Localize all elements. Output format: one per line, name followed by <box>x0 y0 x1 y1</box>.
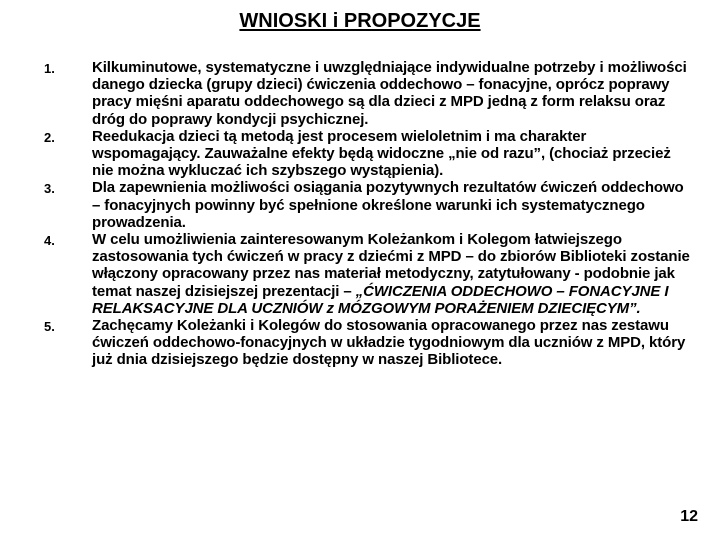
page-title: WNIOSKI i PROPOZYCJE <box>239 10 481 32</box>
list-item-number: 5. <box>44 319 55 335</box>
conclusions-list <box>44 59 694 369</box>
list-item <box>44 179 694 231</box>
list-item-number: 2. <box>44 129 55 145</box>
list-item <box>44 59 694 128</box>
list-item <box>44 128 694 180</box>
list-item-text: Dla zapewnienia możliwości osiągania pozytywnych rezultatów ćwiczeń oddechowo – fonacyjnych powinny być spełnione określone warunki ich systematycznego prowadzenia. <box>92 179 684 231</box>
list-item <box>44 317 694 369</box>
list-item-text <box>92 231 694 317</box>
material-title-italic: „ĆWICZENIA ODDECHOWO – FONACYJNE I RELAKSACYJNE DLA UCZNIÓW z MÓZGOWYM PORAŻENIEM DZIECIĘCYM”. <box>92 282 669 317</box>
list-item-text: Kilkuminutowe, systematyczne i uwzględniające indywidualne potrzeby i możliwości danego dziecka (grupy dzieci) ćwiczenia oddechowo – fonacyjne, oprócz poprawy pracy mięśni aparatu oddechowego są dla dzieci z MPD jedną z form relaksu oraz dróg do poprawy kondycji psychicznej. <box>92 59 687 128</box>
list-item-text: Reedukacja dzieci tą metodą jest procesem wieloletnim i ma charakter wspomagający. Zauważalne efekty będą widoczne „nie od razu”, (chociaż przecież nie można wykluczać ich szybszego wystąpienia). <box>92 127 671 180</box>
list-item <box>44 231 694 317</box>
list-item-number: 1. <box>44 61 55 76</box>
page-number: 12 <box>680 508 698 525</box>
list-item-number: 3. <box>44 181 55 197</box>
list-item-text-plain: W celu umożliwienia zainteresowanym Koleżankom i Kolegom łatwiejszego zastosowania tych ćwiczeń w pracy z dziećmi z MPD – do zbiorów Biblioteki zostanie włączony opracowany przez nas materiał metodyczny, zatytułowany - podobnie jak temat naszej dzisiejszej prezentacji – <box>92 231 690 300</box>
list-item-text: Zachęcamy Koleżanki i Kolegów do stosowania opracowanego przez nas zestawu ćwiczeń oddechowo-fonacyjnych w układzie tygodniowym dla uczniów z MPD, który już dnia dzisiejszego będzie dostępny w naszej Bibliotece. <box>92 317 686 369</box>
list-item-number: 4. <box>44 233 55 249</box>
